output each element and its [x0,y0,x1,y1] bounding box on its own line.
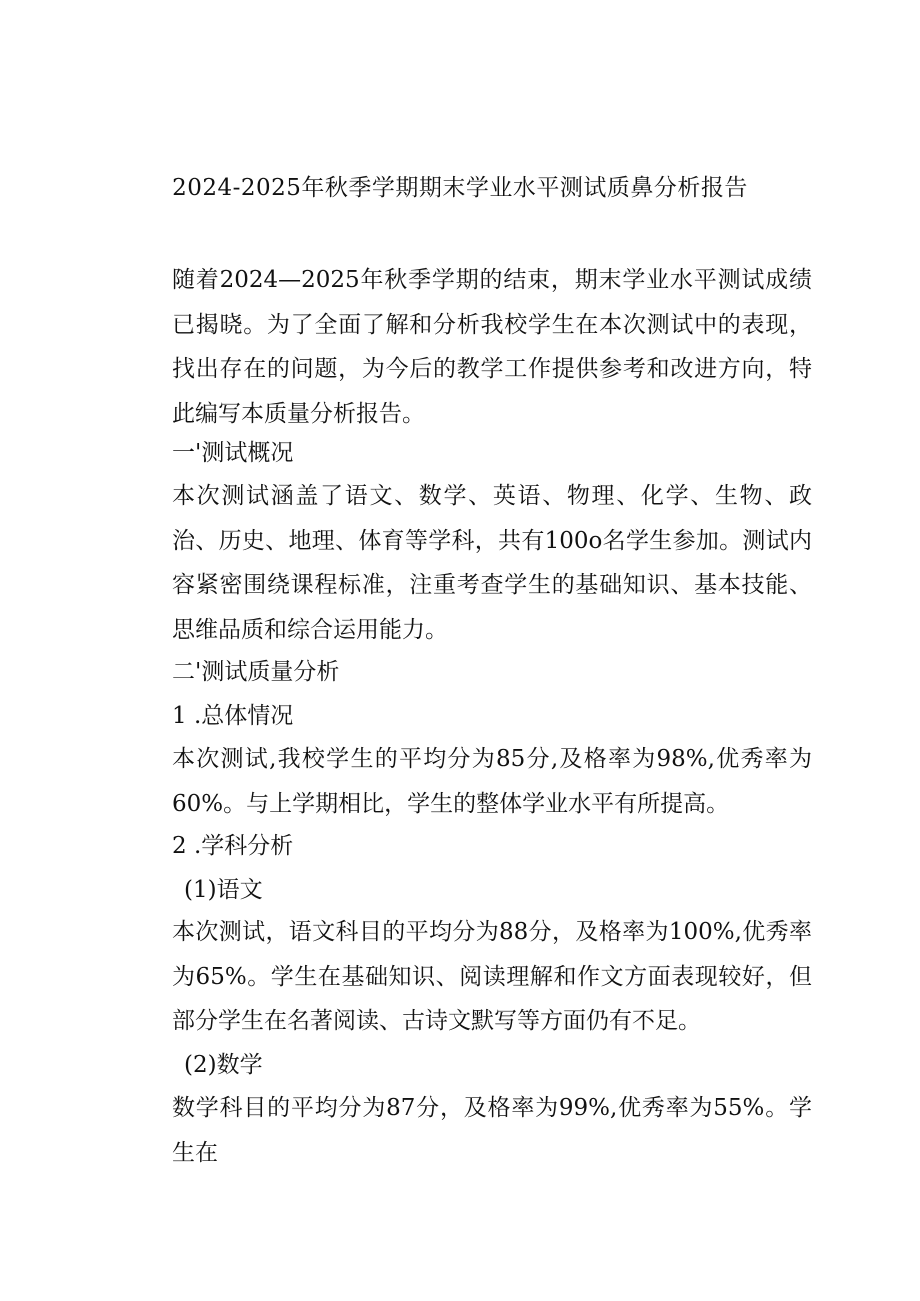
subsection-1-heading: 1 .总体情况 [172,703,294,729]
chinese-body: 本次测试，语文科目的平均分为88分，及格率为100%,优秀率为65%。学生在基础知识、阅读理解和作文方面表现较好，但部分学生在名著阅读、古诗文默写等方面仍有不足。 [172,919,812,1034]
math-body: 数学科目的平均分为87分，及格率为99%,优秀率为55%。学生在 [172,1095,812,1166]
subsection-2-heading: 2 .学科分析 [172,833,294,859]
intro-paragraph: 随着2024—2025年秋季学期的结束，期末学业水平测试成绩已揭晓。为了全面了解和分析我校学生在本次测试中的表现，找出存在的问题，为今后的教学工作提供参考和改进方向，特此编写本质量分析报告。 [172,267,812,427]
math-heading: (2)数学 [184,1052,263,1078]
section-1-body: 本次测试涵盖了语文、数学、英语、物理、化学、生物、政治、历史、地理、体育等学科，共有100o名学生参加。测试内容紧密围绕课程标准，注重考查学生的基础知识、基本技能、思维品质和综合运用能力。 [172,483,812,643]
report-title: 2024-2025年秋季学期期末学业水平测试质鼻分析报告 [172,175,748,201]
subsection-1-body: 本次测试,我校学生的平均分为85分,及格率为98%,优秀率为60%。与上学期相比，学生的整体学业水平有所提高。 [172,746,812,817]
section-2-heading: 二'测试质量分析 [172,659,340,685]
chinese-heading: (1)语文 [184,877,263,903]
section-1-heading: 一'测试概况 [172,440,294,466]
